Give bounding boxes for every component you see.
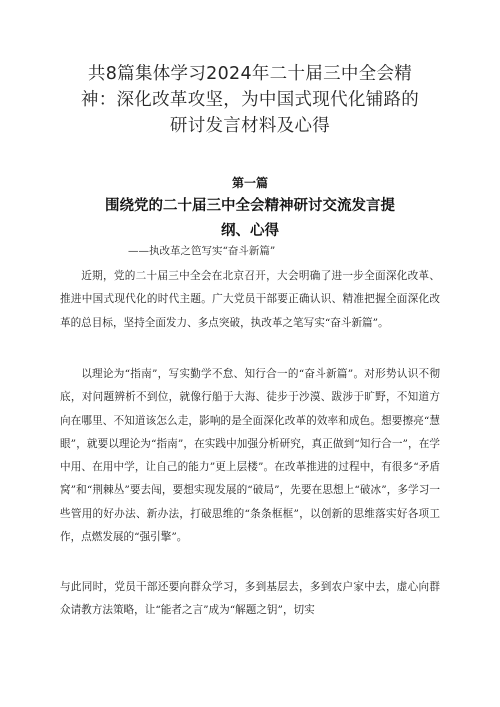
article-title-line-2: 纲、心得 xyxy=(221,223,279,239)
paragraph-3-text: 与此同时，党员干部还要向群众学习，多到基层去，多到农户家中去，虚心向群众请教方法策略，让“能者之言”成为“解题之钥”，切实 xyxy=(60,581,440,617)
article-title xyxy=(70,194,430,244)
document-title-line-2: 神：深化改革攻坚，为中国式现代化铺路的 xyxy=(80,90,420,110)
paragraph-2 xyxy=(60,363,440,549)
article-subtitle: ——执改革之笆写实“奋斗新篇” xyxy=(128,245,276,257)
paragraph-1 xyxy=(60,265,440,335)
paragraph-1-text: 近期，党的二十届三中全会在北京召开，大会明确了进一步全面深化改革、推进中国式现代化的时代主题。广大党员干部要正确认识、精准把握全面深化改革的总目标，坚持全面发力、多点突破，执改革之笔写实“奋斗新篇”。 xyxy=(60,270,440,329)
document-title xyxy=(50,61,450,139)
paragraph-2-text: 以理论为“指南”，写实勤学不怠、知行合一的“奋斗新篇”。对形势认识不彻底，对问题辨析不到位，就像行船于大海、徒步于沙漠、跋涉于旷野，不知道方向在哪里、不知道该怎么走，影响的是全面深化改革的效率和成色。想要擦亮“慧眼”，就要以理论为“指南”，在实践中加强分析研究，真正做到“知行合一”，在学中用、在用中学，让自己的能力”更上层楼”。在改革推进的过程中，有很多“矛盾窝”和“荆棘丛”要去闯，要想实现发展的“破局”，先要在思想上“破冰”，多学习一些管用的好办法、新办法，打破思维的“条条框框”，以创新的思维落实好各项工作，点燃发展的“强引擎”。 xyxy=(60,368,440,544)
document-title-line-3: 研讨发言材料及心得 xyxy=(169,116,331,136)
article-title-line-1: 围绕党的二十届三中全会精神研讨交流发言提 xyxy=(105,198,395,214)
document-title-line-1: 共8篇集体学习2024年二十届三中全会精 xyxy=(87,64,413,84)
paragraph-3 xyxy=(60,576,440,623)
section-label: 第一篇 xyxy=(231,176,268,190)
